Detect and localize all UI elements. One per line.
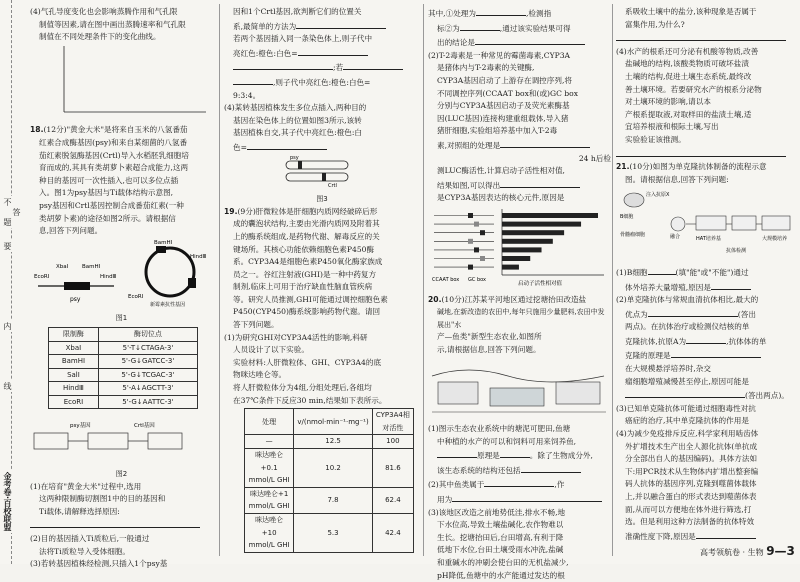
q20-part4: 土壤的结构,促进土壤生态系统,最终改 <box>625 71 752 81</box>
relative-activity: 62.4 <box>372 487 413 513</box>
q20-part1: 。除了生物成分外, <box>529 451 593 461</box>
q19-part2: 是猪体内与T-2毒素的关键酶, <box>437 63 535 73</box>
q18-part4: 基因在染色体上的位置如图3所示,该转 <box>233 115 362 125</box>
answer-blank[interactable] <box>500 448 530 458</box>
q20-part2: ,作 <box>554 480 565 490</box>
page-number: 9—3 <box>766 544 795 558</box>
figure-2-caption: 图2 <box>115 470 128 479</box>
q18-stem: 入。图1为psy基因与Ti载体结构示意图, <box>39 188 174 198</box>
q20-part1: 原理是 <box>477 451 500 461</box>
chart-bar <box>502 265 519 270</box>
q19-part1: 将人肝微粒体分为4组,分组处理后,各组均 <box>233 383 372 393</box>
q20-part1: 该生态系统的结构还包括 <box>437 465 521 475</box>
q18-part3-cont: 若两个基因插入同一条染色体上,则子代中 <box>233 34 373 44</box>
q20-part3-cont: 系吸收土壤中的盐分,该种现象是否属于 <box>625 7 757 16</box>
flow-label: B细胞 <box>620 214 634 221</box>
q18-stem: 种目的基因可一次性插入,也可以多位点插 <box>39 175 179 185</box>
answer-blank[interactable] <box>452 492 602 502</box>
q21-part4: 分全部出自人的基因编码)。具体方法如 <box>625 454 758 464</box>
chart-bar <box>502 239 553 244</box>
flow-label: 注入抗原X <box>646 192 670 199</box>
table-header: 限制酶 <box>49 327 99 341</box>
q19-part2: 是CYP3A基因表达的核心元件,原因是 <box>437 193 565 203</box>
velocity: 10.2 <box>294 449 372 488</box>
q20-part3: 生长。挖塘抬田后,台田增高,有利于降 <box>437 532 564 542</box>
treatment: 咪达唑仑+10 mmol/L GHI <box>245 513 294 552</box>
table-row <box>245 449 414 488</box>
table-row <box>49 382 198 396</box>
table-row <box>245 435 414 449</box>
q19-text: 标②为 <box>437 23 460 33</box>
answer-blank[interactable] <box>625 388 745 398</box>
q18-part4: 色= <box>233 142 247 152</box>
answer-blank[interactable] <box>233 75 273 85</box>
box-element <box>468 265 473 270</box>
q20-part4: 实验验证该推测。 <box>625 134 686 144</box>
q21-part1: (填"能"或"不能")通过 <box>675 267 749 277</box>
q20-part2: (2)其中鱼类属于 <box>428 480 485 490</box>
answer-blank[interactable] <box>500 178 580 188</box>
q20-stem: 示,请根据信息,回答下列问题。 <box>437 344 541 354</box>
box-element <box>474 247 479 252</box>
q20-part3-cont: 富集作用,为什么? <box>625 19 685 29</box>
q21-part4: 下:用PCR技术从生物体内扩增出整套编 <box>625 466 759 476</box>
cyp3a4-activity-table <box>244 408 414 553</box>
box-element <box>474 222 479 227</box>
q20-part2: 用为 <box>437 495 453 505</box>
page-footer <box>700 544 795 558</box>
svg-text:XbaⅠ: XbaⅠ <box>56 263 69 270</box>
q18-stem: (12分)"黄金大米"是将来自玉米的八氢番茄 <box>43 125 188 135</box>
column-1 <box>30 6 213 571</box>
q19-text: 出的结论是 <box>437 38 475 48</box>
q21-part4: 上,并以融合蛋白的形式表达到噬菌体表 <box>625 492 757 501</box>
enzyme-name: BamHⅠ <box>49 355 99 369</box>
table-row <box>49 368 198 382</box>
q18-stem: 红素合成酶基因(psy)和来自某细菌的八氢番 <box>39 137 188 147</box>
q19-part2: 分别与CYP3A基因启动子及荧光素酶基 <box>437 101 570 111</box>
q19-part2: (2)T-2毒素是一种常见的霉菌毒素,CYP3A <box>428 50 571 60</box>
svg-text:EcoRⅠ: EcoRⅠ <box>128 293 144 300</box>
answer-blank[interactable] <box>484 477 554 487</box>
figure-1-plasmid <box>30 238 213 308</box>
q18-part4: 基因植株自交,其子代中亮红色:橙色:白 <box>233 128 363 138</box>
answer-blank[interactable] <box>648 307 738 317</box>
svg-text:psy: psy <box>70 295 81 303</box>
q21-part2: 在大规模悬浮培养时,杂交 <box>625 364 711 374</box>
treatment: 咪达唑仑+1 mmol/L GHI <box>245 487 294 513</box>
q21-part4: 选。但是利用这种方法制备的抗体特效 <box>625 517 755 527</box>
chart-legend: GC box <box>468 276 486 283</box>
q19-part1: 物咪达唑仑等。 <box>233 370 287 380</box>
q20-part3: 下水位高,导致土壤盐碱化,农作物难以 <box>437 520 564 530</box>
q21-stem: 图。请根据信息,回答下列问题: <box>625 174 729 184</box>
svg-text:Crtl基因: Crtl基因 <box>134 423 155 430</box>
q18-stem: 类胡萝卜素)的途径如图2所示。请根据信 <box>39 213 176 223</box>
q17-part4-text: (4)气孔导度变化也会影响蒸腾作用和气孔限 <box>30 7 178 16</box>
svg-text:psy: psy <box>290 154 299 161</box>
treatment: 咪达唑仑+0.1 mmol/L GHI <box>245 449 294 488</box>
blank-graph-axes <box>58 44 208 120</box>
q21-part2: 克隆的原理是 <box>625 351 671 361</box>
box-element <box>468 239 473 244</box>
q21-part1: (1)B细胞 <box>616 267 648 277</box>
enzyme-name: EcoRⅠ <box>49 395 99 409</box>
chart-bar <box>502 256 530 261</box>
q21-part2: 两点)。在抗体治疗或检测仪结核的单 <box>625 322 750 332</box>
cut-site: 5'-G↓AATTC-3' <box>98 395 197 409</box>
q19-part1: (1)为研究GHI对CYP3A4活性的影响,科研 <box>224 332 368 342</box>
q19-part1: 人员设计了以下实验。 <box>233 345 309 355</box>
q18-part2: 法将Ti质粒导入受体细胞。 <box>39 546 131 556</box>
q19-number: 19. <box>224 206 238 216</box>
table-row <box>245 487 414 513</box>
q20-part4: 宜培养根液和根际土壤,写出 <box>625 122 719 132</box>
relative-activity: 81.6 <box>372 449 413 488</box>
box-element <box>468 213 473 218</box>
answer-blank[interactable] <box>437 448 477 458</box>
q20-part1: 中种植的水产的可以和饲料可用来饲养鱼, <box>437 436 577 446</box>
q21-part1: 体外培养大量增殖,原因是 <box>625 282 711 292</box>
table-row <box>245 513 414 552</box>
q18-part1: Ti载体,请解释选择原因: <box>39 506 120 516</box>
q19-stem: 等。研究人员推测,GHI可能通过调控细胞色素 <box>233 294 388 304</box>
q21-part2: (答出 <box>737 309 756 319</box>
q21-part4: (4)为减少免疫排斥反应,科学家利用啮齿体 <box>616 429 759 439</box>
q20-part4: 对土壤环境的影响,请以本 <box>625 97 711 107</box>
chart-bar <box>502 213 598 218</box>
q20-stem: 产—鱼类"新型生态农业,如图所 <box>437 332 542 342</box>
q20-stem: (10分)江苏某平河地区通过挖塘抬田改造盐 <box>441 294 587 304</box>
answer-blank[interactable] <box>460 21 500 31</box>
answer-blank[interactable] <box>247 140 327 150</box>
q19-stem: 系。CYP3A4是细胞色素P450氧化酶家族成 <box>233 257 383 267</box>
answer-blank[interactable] <box>648 265 676 275</box>
q19-part2: 猪肝细胞,实验组培养基中加入T-2毒 <box>437 126 558 136</box>
svg-text:BamHⅠ: BamHⅠ <box>154 239 173 246</box>
box-element <box>480 256 485 261</box>
q21-part2: 瘤细胞增殖减慢甚至停止,原因可能是 <box>625 376 749 386</box>
table-header: v/(nmol·min⁻¹·mg⁻¹) <box>294 409 372 435</box>
q18-stem: 息,回答下列问题。 <box>39 226 103 236</box>
q19-stem: 答下列问题。 <box>233 320 279 330</box>
q20-part4: 产根系提取液,对取样田的盐渍土壤,适 <box>625 109 752 119</box>
q18-stem: psy基因和Crtl基因控制合成番茄红素(一种 <box>39 200 184 210</box>
q21-part2: (2)单克隆抗体与常规血清抗体相比,最大的 <box>616 295 759 305</box>
svg-text:EcoRⅠ: EcoRⅠ <box>34 273 50 280</box>
answer-blank[interactable] <box>233 60 333 70</box>
q18-part3-cont: 系,最简单的方法为 <box>233 21 297 31</box>
box-element <box>480 230 485 235</box>
q19-part2: 不同调控序列(CCAAT box和(或)GC box <box>437 88 579 98</box>
q19-part1: 在37℃条件下反应30 min,结果如下表所示。 <box>233 395 387 405</box>
q20-part3: 和重碱水的冲刷会使台田的无机盐减少, <box>437 558 569 567</box>
chart-bar <box>502 247 542 252</box>
q18-part3-cont: ;若 <box>333 63 344 73</box>
column-divider <box>612 4 613 556</box>
cut-site: 5'-G↓GATCC-3' <box>98 355 197 369</box>
q18-part3: (3)若转基因植株经检测,只插入1个psy基 <box>30 559 168 569</box>
q19-part2: 24 h后检 <box>578 153 611 163</box>
answer-blank[interactable] <box>711 280 751 290</box>
q19-stem: P450(CYP450)酶系统影响药物代谢。请回 <box>233 307 381 317</box>
q20-part3: pH降低,鱼塘中的水产能通过发达的根 <box>437 570 565 580</box>
q18-part3-cont: 亮红色:橙色:白色= <box>233 48 298 58</box>
velocity: 12.5 <box>294 435 372 449</box>
binding-margin <box>0 0 24 564</box>
chart-bar <box>502 230 564 235</box>
answer-blank[interactable] <box>343 60 403 70</box>
q18-part3-cont: ,则子代中亮红色:橙色:白色= <box>273 77 371 87</box>
footer-subject: 高考领航卷 · 生物 <box>700 548 764 557</box>
margin-label: 不 <box>3 198 12 206</box>
q21-part2: ,抗体体的单 <box>726 336 767 346</box>
svg-text:Crtl: Crtl <box>328 182 337 189</box>
q18-part3-cont: 因和1个Crtl基因,欲判断它们的位置关 <box>233 7 362 16</box>
figure-2-pathway <box>30 411 213 463</box>
pond-field-diagram <box>428 356 611 418</box>
chart-legend: CCAAT box <box>432 276 460 283</box>
flow-label: 骨髓瘤细胞 <box>620 232 646 239</box>
table-row <box>49 355 198 369</box>
figure-1-caption: 图1 <box>115 314 128 323</box>
q20-part4: 盐碱地的结构,该酸类物质可破坏盐渍 <box>625 59 749 69</box>
q21-part4: 码人抗体的基因序列,克隆到噬菌体载体 <box>625 479 757 489</box>
q18-stem: 育而成的,其具有类胡萝卜素超合成能力,这两 <box>39 163 189 173</box>
q19-part2: 素,对照组的处理是 <box>437 140 501 150</box>
q20-part3: (3)该地区改造之前地势低洼,排水不畅,地 <box>428 507 566 517</box>
relative-activity: 100 <box>372 435 413 449</box>
q20-part1: (1)图示生态农业系统中的塘泥可肥田,鱼塘 <box>428 424 571 434</box>
figure-3-chromosomes <box>224 155 420 189</box>
flow-label: HAT培养基 <box>696 236 721 243</box>
answer-blank[interactable] <box>616 147 786 157</box>
enzyme-name: XbaⅠ <box>49 341 99 355</box>
flow-label: 抗体检测 <box>726 248 747 255</box>
column-4 <box>616 6 796 543</box>
q18-part1: (1)在培育"黄金大米"过程中,选用 <box>30 481 142 491</box>
velocity: 5.3 <box>294 513 372 552</box>
answer-blank[interactable] <box>298 46 368 56</box>
margin-label: 内 <box>3 322 12 330</box>
enzyme-name: HindⅢ <box>49 382 99 396</box>
q21-part4: 面,从而可以方便地在体外进行筛选,打 <box>625 504 752 514</box>
q19-part2: CYP3A基因启动了上游存在调控序列,将 <box>437 75 572 85</box>
answer-blank[interactable] <box>296 19 386 29</box>
cut-site: 5'-A↓AGCTT-3' <box>98 382 197 396</box>
q19-stem: 制剂,临床上可用于治疗缺血性脑血管疾病 <box>233 282 373 292</box>
svg-text:HindⅢ: HindⅢ <box>190 253 207 260</box>
svg-text:HindⅢ: HindⅢ <box>100 273 117 280</box>
treatment: — <box>245 435 294 449</box>
margin-label: 题 <box>3 218 12 226</box>
enzyme-name: SalⅠ <box>49 368 99 382</box>
q21-part3: (3)已知单克隆抗体可能通过细胞毒性对抗 <box>616 403 756 413</box>
answer-blank[interactable] <box>696 529 756 539</box>
relative-activity: 42.4 <box>372 513 413 552</box>
table-row <box>49 395 198 409</box>
q18-part4: (4)某转基因植株发生多位点插入,两种目的 <box>224 103 367 113</box>
q19-part2: 测LUC酶活性,计算启动子活性相对值, <box>437 166 565 176</box>
q17-part4-text: 制值等因素,请在图中画出蒸腾速率和气孔限 <box>39 19 186 29</box>
flow-label: 融合 <box>670 234 681 241</box>
answer-blank[interactable] <box>686 334 726 344</box>
column-divider <box>219 4 220 556</box>
chart-bar <box>502 222 581 227</box>
q18-part3-cont: 9:3:4。 <box>233 90 261 100</box>
q18-part2: (2)目的基因插入Ti质粒后,一般通过 <box>30 534 150 544</box>
svg-text:psy基因: psy基因 <box>70 423 91 430</box>
q19-stem: 员之一。谷红注射液(GHI)是一种中药复方 <box>233 269 377 279</box>
q21-part2: (答出两点)。 <box>745 391 789 401</box>
answer-blank[interactable] <box>616 31 786 41</box>
chart-x-label: 启动子活性相对值 <box>518 280 563 287</box>
q18-part1: 这两种限制酶切割图1中的目的基因和 <box>39 494 166 504</box>
q20-part3: 低地下水位,台田土壤受雨水冲洗,盐碱 <box>437 545 564 555</box>
q21-stem: (10分)如图为单克隆抗体制备的流程示意 <box>629 162 767 172</box>
flow-label: 大规模培养 <box>762 236 788 243</box>
q20-part4: (4)水产的根系还可分泌有机酸等物质,改善 <box>616 46 759 56</box>
psy-gene-block <box>64 282 90 290</box>
q19-stem: 上的酶系统组成,是药物代谢、解毒反应的关 <box>233 231 380 241</box>
margin-label: 答 <box>12 208 21 216</box>
q19-stem: (9分)肝微粒体是肝细胞内质网经破碎后形 <box>237 206 378 216</box>
q21-part2: 优点为 <box>625 309 648 319</box>
svg-text:新霉素抗性基因: 新霉素抗性基因 <box>150 301 186 308</box>
q19-stem: 键场所。其核心功能依赖细胞色素P450酶 <box>233 244 375 254</box>
q19-text: ,检测指 <box>525 9 552 18</box>
q19-text: 其中,①处理为 <box>428 9 476 18</box>
q17-part4-text: 制值在不同处理条件下的变化曲线。 <box>39 32 161 42</box>
q21-part4: 准确性度下降,原因是 <box>625 531 696 541</box>
svg-text:BamHⅠ: BamHⅠ <box>82 263 101 270</box>
monoclonal-antibody-flowchart <box>616 186 796 260</box>
q20-stem: 碱地,在新改造的农田中,每年只施用少量肥料,农田中发展出"水 <box>437 308 605 329</box>
answer-blank[interactable] <box>476 6 526 16</box>
q21-part4: 外扩增技术生产出全人源化抗体(单抗成 <box>625 441 758 451</box>
mouse-icon <box>624 193 644 207</box>
table-header: CYP3A4相对活性 <box>372 409 413 435</box>
q20-number: 20. <box>428 294 442 304</box>
q19-part1: 实验材料:人肝微粒体、GHI、CYP3A4的底 <box>233 357 382 367</box>
restriction-enzyme-table <box>48 327 198 410</box>
q19-stem: 成的囊泡状结构,主要由光滑内质网及附着其 <box>233 219 380 229</box>
cut-site: 5'-G↓TCGAC-3' <box>98 368 197 382</box>
answer-blank[interactable] <box>30 518 200 528</box>
q18-stem: 茄红素脱氢酶基因(Crtl)导入水稻胚乳细胞培 <box>39 150 189 160</box>
velocity: 7.8 <box>294 487 372 513</box>
q19-part2: 因(LUC基因)连接构建重组载体,导入猪 <box>437 113 569 123</box>
answer-blank[interactable] <box>521 463 581 473</box>
answer-blank[interactable] <box>500 138 590 148</box>
q19-text: ,通过该实验结果可得 <box>499 23 571 33</box>
column-divider <box>423 4 424 556</box>
q21-part2: 克隆抗体,抗原A为 <box>625 336 687 346</box>
answer-blank[interactable] <box>671 348 761 358</box>
table-header: 酶切位点 <box>98 327 197 341</box>
cut-site: 5'-T↓CTAGA-3' <box>98 341 197 355</box>
luc-activity-bar-chart <box>428 205 611 289</box>
figure-3-caption: 图3 <box>316 195 328 204</box>
q19-part2: 结果如图,可以得出 <box>437 180 501 190</box>
table-header: 处理 <box>245 409 294 435</box>
q18-number: 18. <box>30 125 44 135</box>
margin-label: 要 <box>3 242 12 250</box>
margin-label: 线 <box>3 382 12 390</box>
column-3 <box>428 6 611 582</box>
answer-blank[interactable] <box>475 35 585 45</box>
table-row <box>49 341 198 355</box>
q21-number: 21. <box>616 162 630 172</box>
margin-brand: 金考卷·百校联盟 <box>3 472 12 532</box>
column-2 <box>224 6 420 553</box>
q20-part4: 善土壤环境。若要研究水产的根系分泌物 <box>625 84 762 94</box>
q21-part3: 癌症的治疗,其中单克隆抗体的作用是 <box>625 416 749 426</box>
